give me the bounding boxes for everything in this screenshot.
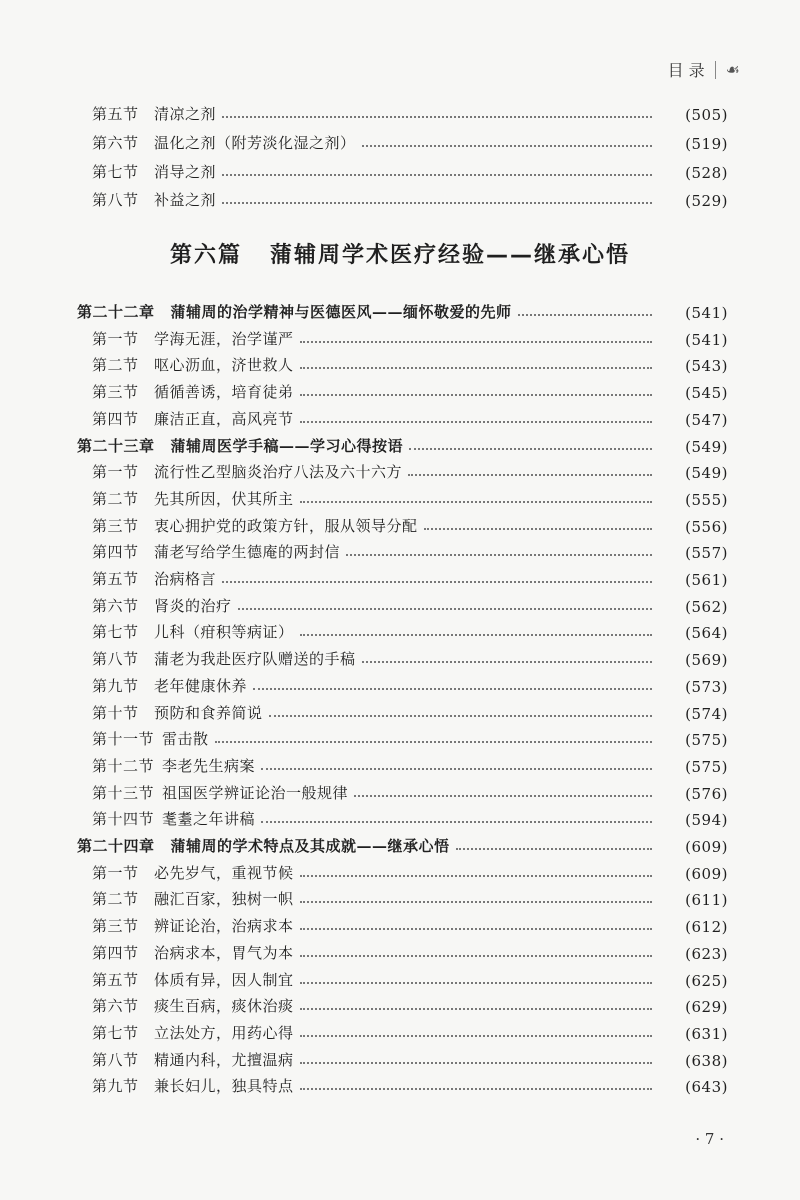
page-ref: (519) bbox=[685, 134, 728, 153]
dot-leader bbox=[300, 1008, 652, 1010]
page-ref: (611) bbox=[685, 891, 728, 910]
dot-leader bbox=[354, 795, 652, 797]
entry-heading bbox=[0, 675, 247, 696]
entry-heading bbox=[0, 1022, 294, 1043]
page-ref: (609) bbox=[685, 838, 728, 856]
entry-heading bbox=[0, 408, 294, 429]
page-ref: (564) bbox=[685, 624, 728, 643]
entry-heading bbox=[0, 969, 294, 990]
section-title: 耄耋之年讲稿 bbox=[162, 810, 256, 829]
section-number: 第三节 bbox=[92, 917, 139, 936]
toc-section-entry[interactable] bbox=[0, 590, 800, 616]
entry-heading bbox=[0, 595, 232, 616]
entry-heading bbox=[0, 568, 216, 589]
section-number: 第七节 bbox=[92, 162, 139, 181]
entry-heading bbox=[0, 435, 403, 456]
toc-section-entry[interactable] bbox=[0, 349, 800, 375]
entry-heading bbox=[0, 161, 216, 182]
dot-leader bbox=[300, 875, 652, 877]
dot-leader bbox=[253, 688, 652, 690]
section-title: 清凉之剂 bbox=[154, 105, 217, 123]
section-number: 第二节 bbox=[92, 489, 139, 508]
section-title: 先其所因，伏其所主 bbox=[154, 489, 294, 508]
page-ref: (643) bbox=[685, 1078, 728, 1097]
section-number: 第一节 bbox=[92, 329, 139, 348]
section-title: 必先岁气，重视节候 bbox=[154, 863, 294, 882]
toc-section-entry[interactable] bbox=[0, 1017, 800, 1043]
ornament-icon: ☙ bbox=[725, 60, 740, 79]
page-ref: (609) bbox=[685, 864, 728, 883]
section-title: 辨证论治，治病求本 bbox=[154, 917, 294, 936]
page-ref: (549) bbox=[685, 464, 728, 483]
page-ref: (543) bbox=[685, 357, 728, 376]
entry-heading bbox=[0, 1075, 294, 1096]
page-ref: (576) bbox=[685, 784, 728, 803]
toc-chapter-entry[interactable] bbox=[0, 296, 800, 322]
page-ref: (557) bbox=[685, 544, 728, 563]
page-ref: (638) bbox=[685, 1051, 728, 1070]
page-ref: (547) bbox=[685, 410, 728, 429]
page-ref: (529) bbox=[685, 192, 728, 211]
section-number: 第九节 bbox=[92, 1077, 139, 1096]
toc-section-entry[interactable] bbox=[0, 670, 800, 696]
section-number: 第七节 bbox=[92, 623, 139, 642]
dot-leader bbox=[300, 421, 652, 423]
entry-heading bbox=[0, 541, 340, 562]
entry-heading bbox=[0, 648, 356, 669]
section-number: 第九节 bbox=[92, 676, 139, 695]
dot-leader bbox=[222, 581, 652, 583]
section-title: 立法处方，用药心得 bbox=[154, 1023, 294, 1042]
toc-section-entry[interactable] bbox=[0, 510, 800, 536]
section-title: 兼长妇儿，独具特点 bbox=[154, 1077, 294, 1096]
section-number: 第四节 bbox=[92, 409, 139, 428]
dot-leader bbox=[300, 501, 652, 503]
part-number: 第六篇 bbox=[169, 243, 242, 268]
page-ref: (575) bbox=[685, 757, 728, 776]
entry-heading bbox=[0, 132, 356, 153]
dot-leader bbox=[424, 528, 652, 530]
dot-leader bbox=[300, 1088, 652, 1090]
toc-section-entry[interactable] bbox=[0, 1044, 800, 1070]
section-title: 融汇百家，独树一帜 bbox=[154, 890, 294, 909]
entry-heading bbox=[0, 835, 450, 856]
page-ref: (505) bbox=[685, 106, 728, 124]
section-number: 第三节 bbox=[92, 516, 139, 535]
entry-heading bbox=[0, 942, 294, 963]
section-title: 治病格言 bbox=[154, 570, 217, 588]
section-number: 第四节 bbox=[92, 943, 139, 962]
toc-section-entry[interactable] bbox=[0, 456, 800, 482]
section-number: 第十三节 bbox=[92, 783, 155, 802]
page-ref: (612) bbox=[685, 918, 728, 937]
page-ref: (562) bbox=[685, 597, 728, 616]
dot-leader bbox=[300, 982, 652, 984]
entry-heading bbox=[0, 189, 216, 210]
section-title: 循循善诱，培育徒弟 bbox=[154, 383, 294, 402]
part-name: 蒲辅周学术医疗经验——继承心悟 bbox=[270, 243, 631, 268]
toc-section-entry[interactable] bbox=[0, 376, 800, 402]
dot-leader bbox=[409, 448, 652, 450]
section-title: 消导之剂 bbox=[154, 162, 217, 181]
chapter-number: 第二十二章 bbox=[77, 303, 155, 321]
toc-section-entry[interactable] bbox=[0, 937, 800, 963]
header-divider bbox=[715, 61, 716, 79]
section-title: 衷心拥护党的政策方针，服从领导分配 bbox=[154, 516, 418, 535]
entry-heading bbox=[0, 702, 263, 723]
toc-section-entry[interactable] bbox=[0, 403, 800, 429]
section-number: 第六节 bbox=[92, 997, 139, 1016]
chapter-number: 第二十三章 bbox=[77, 436, 155, 455]
entry-heading bbox=[0, 808, 255, 829]
section-number: 第一节 bbox=[92, 863, 139, 882]
section-number: 第二节 bbox=[92, 356, 139, 375]
entry-heading bbox=[0, 621, 294, 642]
section-title: 痰生百病，痰休治痰 bbox=[154, 997, 294, 1016]
toc-section-entry[interactable] bbox=[0, 750, 800, 776]
section-title: 体质有异，因人制宜 bbox=[154, 970, 294, 989]
toc-section-entry[interactable] bbox=[0, 910, 800, 936]
dot-leader bbox=[215, 741, 652, 743]
page-ref: (561) bbox=[685, 571, 728, 589]
page-ref: (541) bbox=[685, 330, 728, 349]
section-number: 第七节 bbox=[92, 1023, 139, 1042]
toc-section-entry[interactable] bbox=[0, 697, 800, 723]
dot-leader bbox=[238, 608, 652, 610]
page-ref: (569) bbox=[685, 651, 728, 670]
dot-leader bbox=[261, 821, 652, 823]
section-number: 第十节 bbox=[92, 703, 139, 722]
dot-leader bbox=[222, 116, 652, 118]
page-ref: (575) bbox=[685, 731, 728, 750]
dot-leader bbox=[222, 174, 652, 176]
toc-section-entry[interactable] bbox=[0, 777, 800, 803]
dot-leader bbox=[222, 202, 652, 204]
dot-leader bbox=[300, 1062, 652, 1064]
dot-leader bbox=[269, 715, 652, 717]
page-ref: (556) bbox=[685, 517, 728, 536]
toc-section-entry[interactable] bbox=[0, 184, 800, 210]
entry-heading bbox=[0, 488, 294, 509]
page-ref: (545) bbox=[685, 384, 728, 403]
dot-leader bbox=[300, 634, 652, 636]
entry-heading bbox=[0, 915, 294, 936]
entry-heading bbox=[0, 755, 255, 776]
page-ref: (631) bbox=[685, 1024, 728, 1043]
toc-section-entry[interactable] bbox=[0, 98, 800, 124]
toc-section-entry[interactable] bbox=[0, 803, 800, 829]
section-title: 治病求本，胃气为本 bbox=[154, 943, 294, 962]
toc-section-entry[interactable] bbox=[0, 483, 800, 509]
dot-leader bbox=[362, 145, 652, 147]
toc-chapter-entry[interactable] bbox=[0, 830, 800, 856]
section-number: 第五节 bbox=[92, 105, 139, 123]
dot-leader bbox=[300, 394, 652, 396]
section-number: 第十一节 bbox=[92, 730, 155, 749]
dot-leader bbox=[300, 928, 652, 930]
section-title: 蒲老写给学生德庵的两封信 bbox=[154, 543, 341, 562]
header-title: 目 录 bbox=[667, 61, 705, 80]
chapter-title: 蒲辅周的学术特点及其成就——继承心悟 bbox=[170, 837, 450, 855]
page-ref: (573) bbox=[685, 677, 728, 696]
entry-heading bbox=[0, 888, 294, 909]
section-title: 肾炎的治疗 bbox=[154, 596, 232, 615]
entry-heading bbox=[0, 1049, 294, 1070]
section-title: 精通内科，尤擅温病 bbox=[154, 1050, 294, 1069]
section-title: 老年健康休养 bbox=[154, 676, 248, 695]
section-number: 第四节 bbox=[92, 543, 139, 562]
toc-section-entry[interactable] bbox=[0, 883, 800, 909]
dot-leader bbox=[300, 341, 652, 343]
entry-heading bbox=[0, 782, 348, 803]
entry-heading bbox=[0, 354, 294, 375]
toc-section-entry[interactable] bbox=[0, 990, 800, 1016]
dot-leader bbox=[346, 554, 652, 556]
page-ref: (574) bbox=[685, 704, 728, 723]
section-title: 流行性乙型脑炎治疗八法及六十六方 bbox=[154, 463, 403, 482]
page-ref: (623) bbox=[685, 944, 728, 963]
toc-section-entry[interactable] bbox=[0, 536, 800, 562]
section-number: 第六节 bbox=[92, 133, 139, 152]
entry-heading bbox=[0, 862, 294, 883]
section-title: 预防和食养简说 bbox=[154, 703, 263, 722]
dot-leader bbox=[300, 901, 652, 903]
entry-heading bbox=[0, 461, 402, 482]
dot-leader bbox=[300, 367, 652, 369]
toc-section-entry[interactable] bbox=[0, 1070, 800, 1096]
chapter-title: 蒲辅周医学手稿——学习心得按语 bbox=[170, 436, 404, 455]
page-ref: (549) bbox=[685, 437, 728, 456]
section-number: 第五节 bbox=[92, 970, 139, 989]
section-number: 第一节 bbox=[92, 463, 139, 482]
dot-leader bbox=[456, 848, 652, 850]
entry-heading bbox=[0, 995, 294, 1016]
dot-leader bbox=[362, 661, 652, 663]
dot-leader bbox=[300, 955, 652, 957]
section-title: 雷击散 bbox=[162, 730, 209, 749]
section-number: 第五节 bbox=[92, 570, 139, 588]
page-ref: (594) bbox=[685, 811, 728, 830]
entry-heading bbox=[0, 301, 512, 322]
entry-heading bbox=[0, 381, 294, 402]
page-ref: (555) bbox=[685, 490, 728, 509]
dot-leader bbox=[518, 314, 652, 316]
page-number: · 7 · bbox=[695, 1130, 724, 1148]
chapter-number: 第二十四章 bbox=[77, 837, 155, 855]
page-ref: (528) bbox=[685, 163, 728, 182]
page-ref: (625) bbox=[685, 971, 728, 990]
dot-leader bbox=[261, 768, 652, 770]
section-title: 廉洁正直，高风亮节 bbox=[154, 409, 294, 428]
section-number: 第六节 bbox=[92, 596, 139, 615]
section-title: 温化之剂（附芳淡化湿之剂） bbox=[154, 133, 356, 152]
section-number: 第三节 bbox=[92, 383, 139, 402]
dot-leader bbox=[408, 474, 652, 476]
toc-section-entry[interactable] bbox=[0, 857, 800, 883]
entry-heading bbox=[0, 728, 209, 749]
toc-section-entry[interactable] bbox=[0, 643, 800, 669]
toc-section-entry[interactable] bbox=[0, 563, 800, 589]
toc-section-entry[interactable] bbox=[0, 127, 800, 153]
page-ref: (629) bbox=[685, 998, 728, 1017]
chapter-title: 蒲辅周的治学精神与医德医风——缅怀敬爱的先师 bbox=[170, 303, 512, 321]
dot-leader bbox=[300, 1035, 652, 1037]
section-title: 学海无涯，治学谨严 bbox=[154, 329, 294, 348]
section-title: 祖国医学辨证论治一般规律 bbox=[162, 783, 349, 802]
section-number: 第十二节 bbox=[92, 756, 155, 775]
entry-heading bbox=[0, 103, 216, 124]
section-number: 第八节 bbox=[92, 191, 139, 210]
entry-heading bbox=[0, 515, 418, 536]
toc-section-entry[interactable] bbox=[0, 723, 800, 749]
running-header bbox=[668, 58, 740, 81]
toc-chapter-entry[interactable] bbox=[0, 430, 800, 456]
section-title: 蒲老为我赴医疗队赠送的手稿 bbox=[154, 650, 356, 669]
toc-section-entry[interactable] bbox=[0, 964, 800, 990]
toc-section-entry[interactable] bbox=[0, 323, 800, 349]
section-title: 儿科（疳积等病证） bbox=[154, 623, 294, 642]
section-number: 第八节 bbox=[92, 650, 139, 669]
section-title: 呕心沥血，济世救人 bbox=[154, 356, 294, 375]
section-number: 第十四节 bbox=[92, 810, 155, 829]
page-ref: (541) bbox=[685, 304, 728, 322]
section-number: 第八节 bbox=[92, 1050, 139, 1069]
toc-section-entry[interactable] bbox=[0, 616, 800, 642]
section-title: 李老先生病案 bbox=[162, 756, 256, 775]
section-number: 第二节 bbox=[92, 890, 139, 909]
toc-section-entry[interactable] bbox=[0, 156, 800, 182]
section-title: 补益之剂 bbox=[154, 191, 217, 210]
part-title bbox=[0, 238, 800, 269]
entry-heading bbox=[0, 328, 294, 349]
